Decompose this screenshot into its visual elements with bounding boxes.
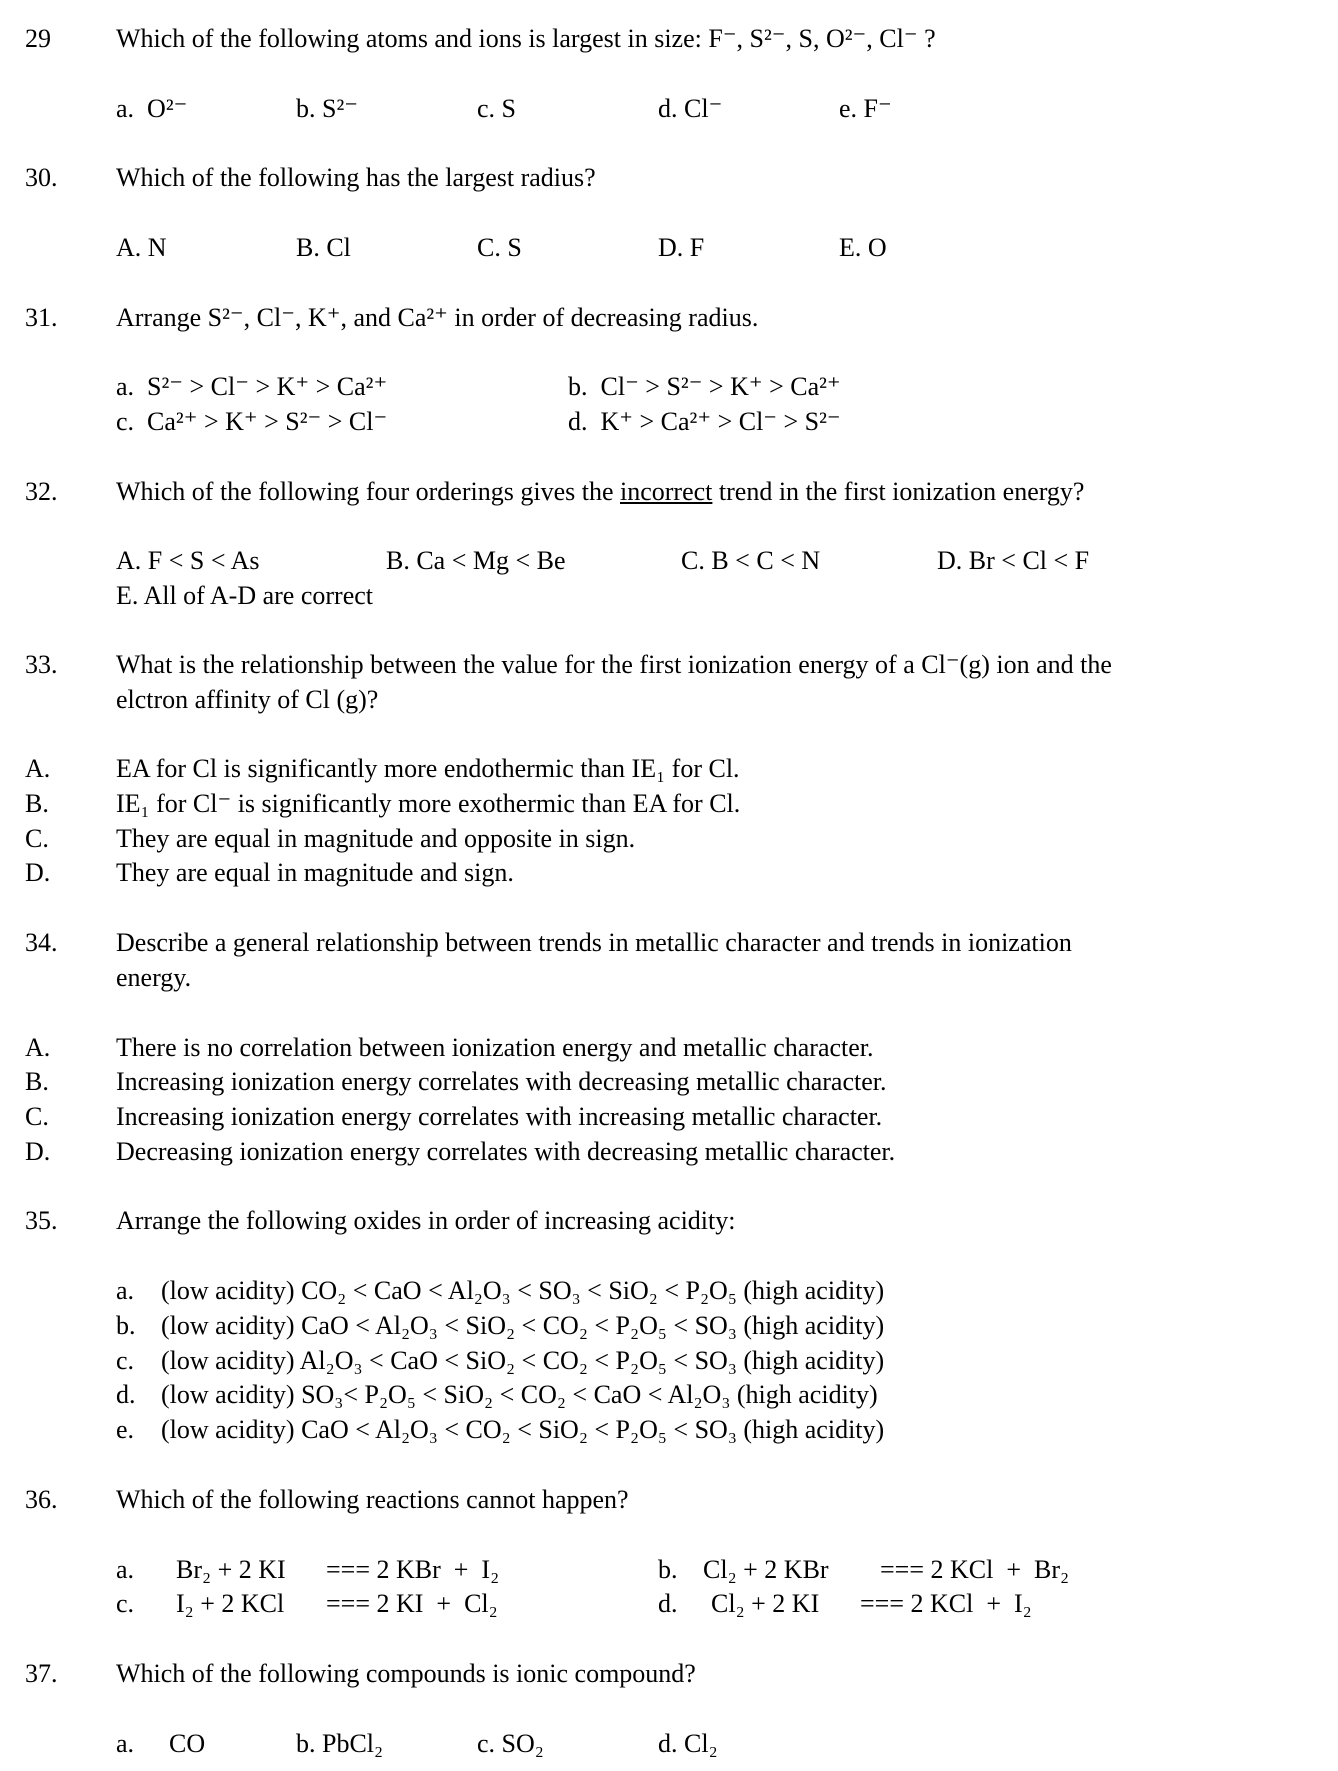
option-a: A. N (116, 233, 167, 262)
option-letter: D. (25, 858, 51, 887)
question-number: 35. (25, 1206, 58, 1235)
option-letter: a. (116, 1555, 135, 1584)
option-letter: c. (116, 1589, 135, 1618)
option-d: d. Cl⁻ (658, 94, 723, 123)
option-letter: B. (25, 789, 49, 818)
option-b: b. S²⁻ (296, 94, 358, 123)
reaction-reactants: Br₂ + 2 KI (176, 1555, 286, 1584)
option-letter: c. (116, 1346, 135, 1375)
reaction-products: === 2 KCl + I₂ (860, 1589, 1032, 1618)
option-letter: b. (658, 1555, 678, 1584)
question-number: 34. (25, 928, 58, 957)
option-b: b. PbCl₂ (296, 1729, 384, 1758)
option-d: They are equal in magnitude and sign. (116, 858, 514, 887)
underlined-word: incorrect (620, 477, 713, 506)
option-letter: d. (658, 1589, 678, 1618)
reaction-products: === 2 KCl + Br₂ (880, 1555, 1070, 1584)
question-text: Arrange S²⁻, Cl⁻, K⁺, and Ca²⁺ in order of decreasing radius. (116, 303, 759, 332)
option-d: D. Br < Cl < F (937, 546, 1090, 575)
reaction-reactants: I₂ + 2 KCl (176, 1589, 285, 1618)
option-c: They are equal in magnitude and opposite in sign. (116, 824, 636, 853)
option-letter: d. (116, 1380, 136, 1409)
option-letter: e. (116, 1415, 135, 1444)
option-a: There is no correlation between ionization energy and metallic character. (116, 1033, 874, 1062)
option-letter: B. (25, 1067, 49, 1096)
question-number: 37. (25, 1659, 58, 1688)
option-a: (low acidity) CO₂ < CaO < Al₂O₃ < SO₃ < SiO₂ < P₂O₅ (high acidity) (161, 1276, 885, 1305)
option-d: d. K⁺ > Ca²⁺ > Cl⁻ > S²⁻ (568, 407, 841, 436)
question-number: 30. (25, 163, 58, 192)
reaction-reactants: Cl₂ + 2 KI (711, 1589, 820, 1618)
option-b: B. Ca < Mg < Be (386, 546, 566, 575)
option-letter: b. (116, 1311, 136, 1340)
option-c: C. B < C < N (681, 546, 821, 575)
question-number: 32. (25, 477, 58, 506)
option-letter: C. (25, 1102, 49, 1131)
question-text: What is the relationship between the value for the first ionization energy of a Cl⁻(g) ion and the (116, 650, 1112, 679)
option-c: c. S (477, 94, 516, 123)
option-c: Increasing ionization energy correlates with increasing metallic character. (116, 1102, 883, 1131)
option-d: d. Cl₂ (658, 1729, 718, 1758)
option-letter: A. (25, 754, 51, 783)
option-c: c. SO₂ (477, 1729, 544, 1758)
option-e: e. F⁻ (839, 94, 892, 123)
question-text: Which of the following has the largest radius? (116, 163, 596, 192)
question-number: 36. (25, 1485, 58, 1514)
question-text-line2: energy. (116, 963, 192, 992)
question-text: Which of the following compounds is ionic compound? (116, 1659, 696, 1688)
question-text-end: trend in the first ionization energy? (712, 477, 1085, 506)
option-b: Increasing ionization energy correlates with decreasing metallic character. (116, 1067, 887, 1096)
option-d: Decreasing ionization energy correlates with decreasing metallic character. (116, 1137, 896, 1166)
option-c: C. S (477, 233, 522, 262)
option-c: (low acidity) Al₂O₃ < CaO < SiO₂ < CO₂ < P₂O₅ < SO₃ (high acidity) (161, 1346, 885, 1375)
option-b: B. Cl (296, 233, 351, 262)
question-text: Arrange the following oxides in order of increasing acidity: (116, 1206, 736, 1235)
option-b: IE₁ for Cl⁻ is significantly more exothermic than EA for Cl. (116, 789, 741, 818)
reaction-products: === 2 KI + Cl₂ (326, 1589, 498, 1618)
option-e: E. All of A-D are correct (116, 581, 374, 610)
question-number: 33. (25, 650, 58, 679)
option-b: (low acidity) CaO < Al₂O₃ < SiO₂ < CO₂ < P₂O₅ < SO₃ (high acidity) (161, 1311, 885, 1340)
option-letter: D. (25, 1137, 51, 1166)
option-e: (low acidity) CaO < Al₂O₃ < CO₂ < SiO₂ < P₂O₅ < SO₃ (high acidity) (161, 1415, 885, 1444)
option-a: CO (169, 1729, 206, 1758)
option-e: E. O (839, 233, 887, 262)
reaction-reactants: Cl₂ + 2 KBr (703, 1555, 829, 1584)
question-text-line2: elctron affinity of Cl (g)? (116, 685, 379, 714)
question-number: 29 (25, 24, 51, 53)
question-number: 31. (25, 303, 58, 332)
question-text: Which of the following reactions cannot happen? (116, 1485, 629, 1514)
option-c: c. Ca²⁺ > K⁺ > S²⁻ > Cl⁻ (116, 407, 388, 436)
option-letter: a. (116, 1729, 135, 1758)
option-letter: a. (116, 1276, 135, 1305)
option-a: A. F < S < As (116, 546, 260, 575)
question-text: Which of the following atoms and ions is largest in size: F⁻, S²⁻, S, O²⁻, Cl⁻ ? (116, 24, 936, 53)
question-text-start: Which of the following four orderings gives the (116, 477, 620, 506)
question-text: Describe a general relationship between trends in metallic character and trends in ionization (116, 928, 1072, 957)
option-letter: C. (25, 824, 49, 853)
option-a: a. O²⁻ (116, 94, 188, 123)
option-letter: A. (25, 1033, 51, 1062)
option-a: EA for Cl is significantly more endothermic than IE₁ for Cl. (116, 754, 740, 783)
reaction-products: === 2 KBr + I₂ (326, 1555, 500, 1584)
option-d: (low acidity) SO₃< P₂O₅ < SiO₂ < CO₂ < CaO < Al₂O₃ (high acidity) (161, 1380, 878, 1409)
question-text (116, 477, 1084, 507)
option-b: b. Cl⁻ > S²⁻ > K⁺ > Ca²⁺ (568, 372, 841, 401)
option-d: D. F (658, 233, 705, 262)
option-a: a. S²⁻ > Cl⁻ > K⁺ > Ca²⁺ (116, 372, 388, 401)
